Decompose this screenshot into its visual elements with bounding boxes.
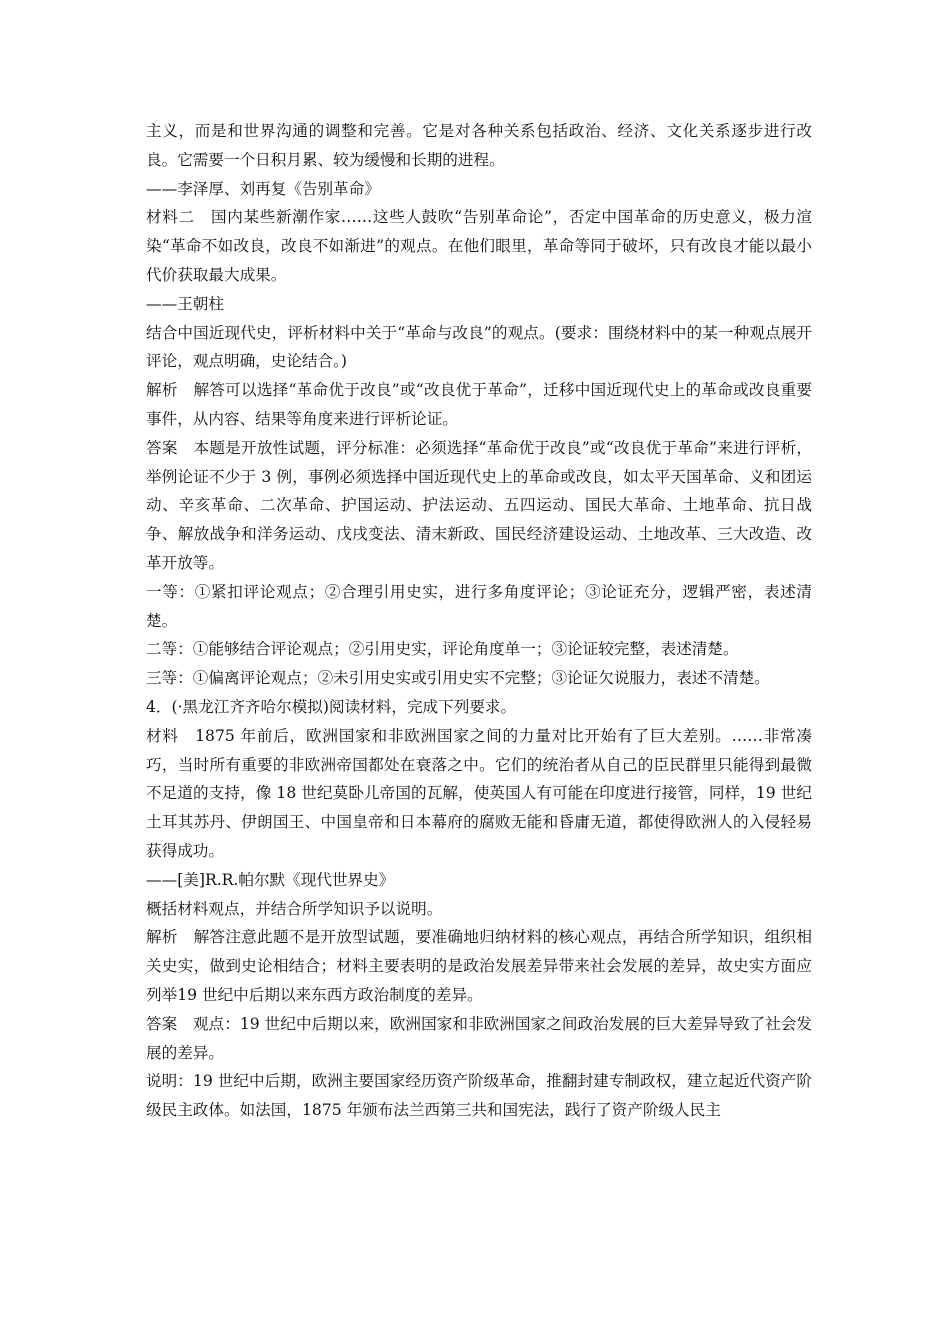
material-two-source: ——王朝柱	[146, 294, 224, 313]
question-3-answer: 答案 本题是开放性试题，评分标准：必须选择“革命优于改良”或“改良优于革命”来进行评析，举例论证不少于 3 例，事例必须选择中国近现代史上的革命或改良，如太平天国革命、义和团运动、辛亥革命、二次革命、护国运动、护法运动、五四运动、国民大革命、土地革命、抗日战争、解放战争和洋务运动、戊戌变法、清末新政、国民经济建设运动、土地改革、三大改造、改革开放等。	[146, 438, 812, 572]
question-4-answer: 答案 观点：19 世纪中后期以来，欧洲国家和非欧洲国家之间政治发展的巨大差异导致了社会发展的差异。	[146, 1014, 812, 1062]
question-3-analysis: 解析 解答可以选择“革命优于改良”或“改良优于革命”，迁移中国近现代史上的革命或改良重要事件，从内容、结果等角度来进行评析论证。	[146, 381, 812, 428]
question-3-prompt: 结合中国近现代史，评析材料中关于“革命与改良”的观点。(要求：围绕材料中的某一种观点展开评论，观点明确，史论结合。)	[146, 323, 812, 371]
question-4-material: 材料 1875 年前后，欧洲国家和非欧洲国家之间的力量对比开始有了巨大差别。……非常凑巧，当时所有重要的非欧洲帝国都处在衰落之中。它们的统治者从自己的臣民群里只能得到最微不足道的支持，像 18 世纪莫卧儿帝国的瓦解，使英国人有可能在印度进行接管，同样，19 世纪土耳其苏丹、伊朗国王、中国皇帝和日本幕府的腐败无能和昏庸无道，都使得欧洲人的入侵轻易获得成功。	[146, 726, 812, 860]
question-4-analysis: 解析 解答注意此题不是开放型试题，要准确地归纳材料的核心观点，再结合所学知识，组织相关史实，做到史论相结合；材料主要表明的是政治发展差异带来社会发展的差异，故史实方面应列举19 世纪中后期以来东西方政治制度的差异。	[146, 928, 812, 1004]
question-4-prompt: 概括材料观点，并结合所学知识予以说明。	[146, 899, 443, 918]
question-4-explanation: 说明：19 世纪中后期，欧洲主要国家经历资产阶级革命，推翻封建专制政权，建立起近代资产阶级民主政体。如法国，1875 年颁布法兰西第三共和国宪法，践行了资产阶级人民主	[146, 1072, 812, 1120]
document-body	[146, 117, 812, 1125]
material-one-continued: 主义，而是和世界沟通的调整和完善。它是对各种关系包括政治、经济、文化关系逐步进行改良。它需要一个日积月累、较为缓慢和长期的进程。	[146, 122, 812, 169]
grade-third: 三等：①偏离评论观点；②未引用史实或引用史实不完整；③论证欠说服力，表述不清楚。	[146, 669, 770, 688]
material-one-source: ——李泽厚、刘再复《告别革命》	[146, 179, 380, 198]
grade-second: 二等：①能够结合评论观点；②引用史实，评论角度单一；③论证较完整，表述清楚。	[146, 640, 739, 659]
question-4-material-source: ——[美]R.R.帕尔默《现代世界史》	[146, 870, 395, 889]
grade-first: 一等：①紧扣评论观点；②合理引用史实，进行多角度评论；③论证充分，逻辑严密，表述清楚。	[146, 582, 812, 630]
question-4-heading: 4．(·黑龙江齐齐哈尔模拟)阅读材料，完成下列要求。	[146, 697, 517, 716]
material-two: 材料二 国内某些新潮作家……这些人鼓吹“告别革命论”，否定中国革命的历史意义，极力渲染“革命不如改良，改良不如渐进”的观点。在他们眼里，革命等同于破坏，只有改良才能以最小代价获取最大成果。	[146, 208, 812, 284]
